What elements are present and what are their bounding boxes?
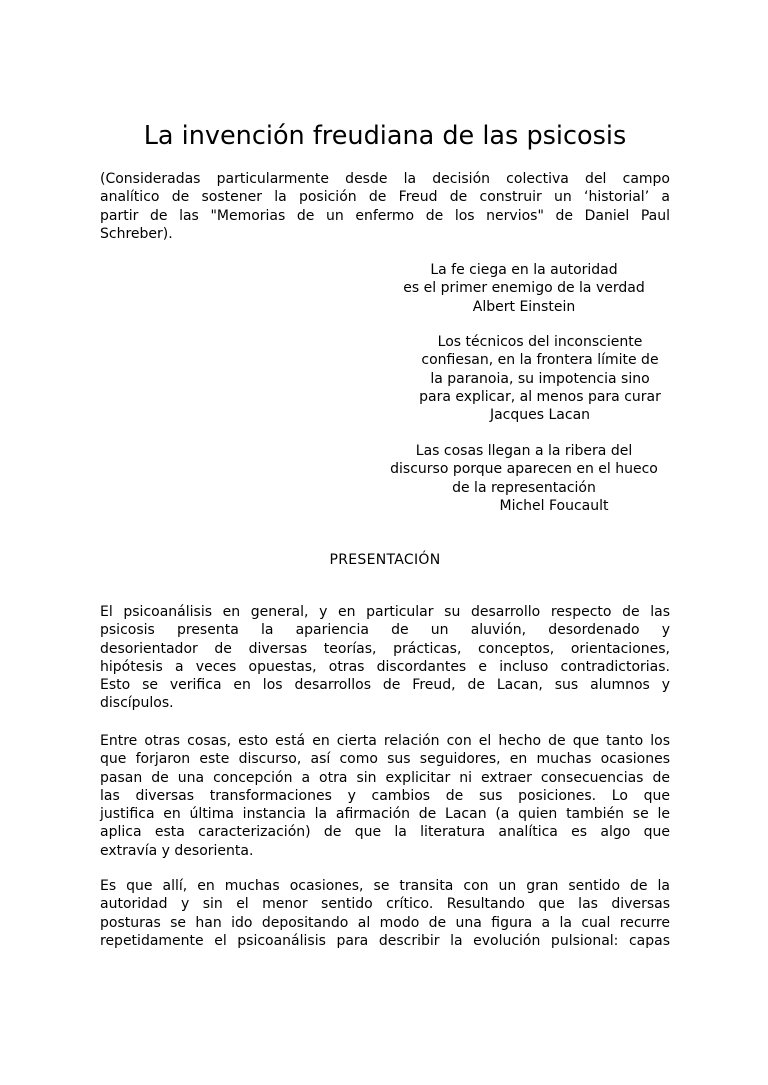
subtitle-line: (Consideradas particularmente desde la decisión colectiva del campo <box>100 171 670 187</box>
epigraph-line: discurso porque aparecen en el hueco <box>390 461 658 478</box>
subtitle-paragraph <box>100 170 670 243</box>
paragraph-line: extravía y desorienta. <box>100 842 254 859</box>
paragraph-line: hipótesis a veces opuestas, otras discordantes e incluso contradictorias. <box>100 658 670 675</box>
paragraph-line: Entre otras cosas, esto está en cierta relación con el hecho de que tanto los <box>100 733 670 749</box>
epigraph-line: confiesan, en la frontera límite de <box>421 352 659 369</box>
paragraph-line: justifica en última instancia la afirmación de Lacan (a quien también se le <box>100 806 670 823</box>
paragraph-line: Esto se verifica en los desarrollos de Freud, de Lacan, sus alumnos y <box>100 677 670 694</box>
document-title: La invención freudiana de las psicosis <box>143 121 627 151</box>
paragraph-line: desorientador de diversas teorías, prácticas, conceptos, orientaciones, <box>100 640 670 657</box>
subtitle-line: partir de las "Memorias de un enfermo de los nervios" de Daniel Paul <box>100 207 670 224</box>
epigraph-line: es el primer enemigo de la verdad <box>403 280 645 297</box>
epigraph-line: la paranoia, su impotencia sino <box>430 370 650 387</box>
epigraph-foucault <box>384 442 664 515</box>
paragraph-line: discípulos. <box>100 695 174 712</box>
body-paragraph <box>100 877 670 950</box>
body-paragraph <box>100 732 670 860</box>
paragraph-line: autoridad y sin el menor sentido crítico. Resultando que las diversas <box>100 896 670 913</box>
section-heading: PRESENTACIÓN <box>329 552 441 568</box>
epigraph-lacan <box>410 333 670 424</box>
epigraph-line: La fe ciega en la autoridad <box>430 262 618 278</box>
subtitle-line: analítico de sostener la posición de Freud de construir un ‘historial’ a <box>100 189 670 206</box>
epigraph-line: Las cosas llegan a la ribera del <box>415 443 633 459</box>
epigraph-line: de la representación <box>452 479 596 496</box>
paragraph-line: Es que allí, en muchas ocasiones, se transita con un gran sentido de la <box>100 878 670 894</box>
paragraph-line: psicosis presenta la apariencia de un aluvión, desordenado y <box>100 622 670 639</box>
epigraph-line: Los técnicos del inconsciente <box>437 334 643 350</box>
paragraph-line: pasan de una concepción a otra sin explicitar ni extraer consecuencias de <box>100 769 670 786</box>
paragraph-line: las diversas transformaciones y cambios de sus posiciones. Lo que <box>100 787 670 804</box>
paragraph-line: aplica esta caracterización) de que la literatura analítica es algo que <box>100 824 670 841</box>
epigraph-author: Albert Einstein <box>472 298 576 315</box>
epigraph-author: Michel Foucault <box>499 497 609 514</box>
paragraph-line: que forjaron este discurso, así como sus seguidores, en muchas ocasiones <box>100 751 670 768</box>
paragraph-line: repetidamente el psicoanálisis para describir la evolución pulsional: capas <box>100 932 670 949</box>
paragraph-line: El psicoanálisis en general, y en particular su desarrollo respecto de las <box>100 604 670 620</box>
subtitle-line: Schreber). <box>100 225 173 242</box>
epigraph-line: para explicar, al menos para curar <box>419 388 661 405</box>
epigraph-author: Jacques Lacan <box>489 407 591 424</box>
paragraph-line: posturas se han ido depositando al modo de una figura a la cual recurre <box>100 914 670 931</box>
body-paragraph <box>100 603 670 713</box>
epigraph-einstein <box>394 261 654 316</box>
